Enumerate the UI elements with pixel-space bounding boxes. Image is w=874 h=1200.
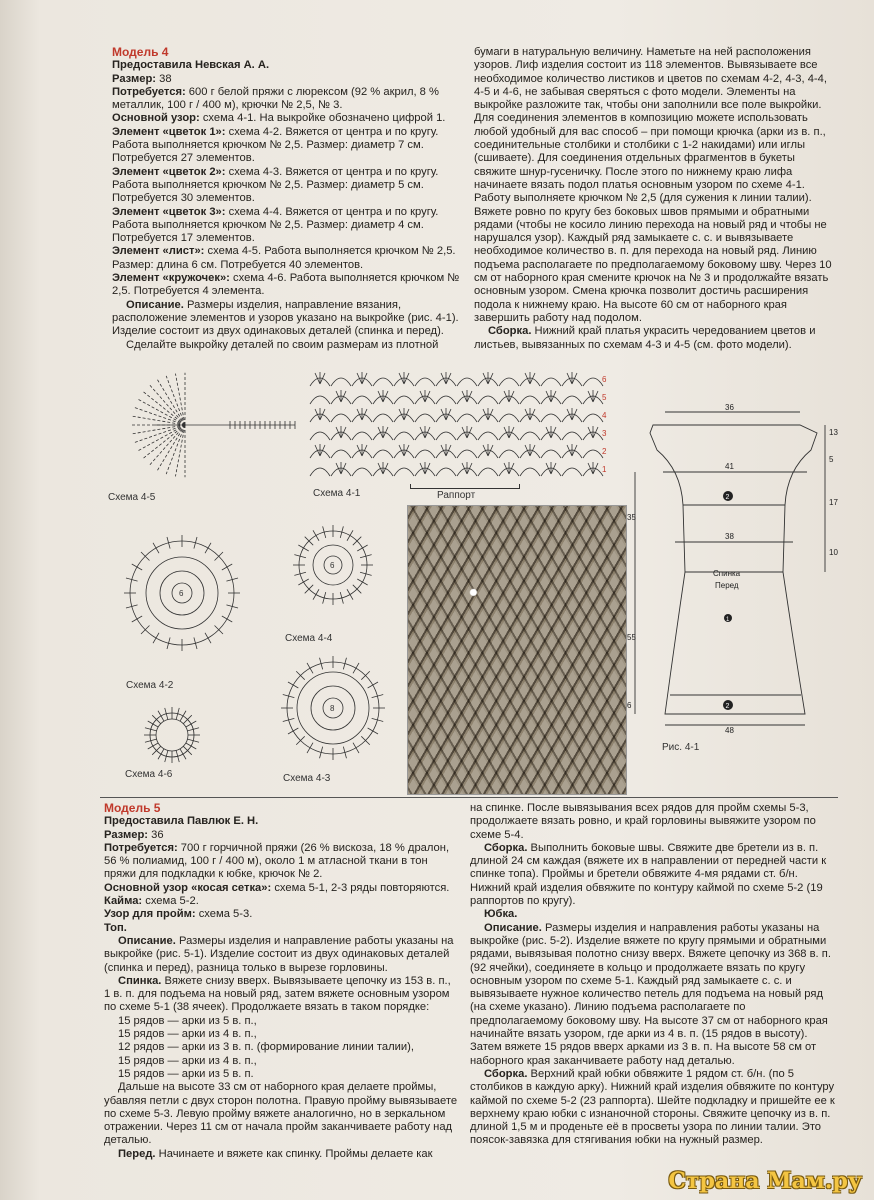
- model5-title: Модель 5: [104, 801, 161, 815]
- model5-right-column: [470, 802, 836, 1148]
- scheme-4-1-label: Схема 4-1: [313, 488, 361, 499]
- scheme-4-6-label: Схема 4-6: [125, 769, 173, 780]
- scheme-4-6-diagram: [135, 703, 210, 768]
- back-label: Спинка: [713, 569, 741, 578]
- model4-right-text: бумаги в натуральную величину. Наметьте на ней расположения узоров. Лиф изделия состоит из 118 элементов. Вывязываете все необходимое количество листиков и цветов по схемам 4-2, 4-3, 4-4, 4-5 и 4-6, не забывая сверяться с фото модели. Элементы на выкройке разложите так, чтобы они заполнили все поле выкройки. Для соединения элементов в композицию можете использовать любой удобный для вас способ – при помощи крючка (арки из в. п., соединительные столбики и столбики с 1-2 накидами) или иглы (сшиваете). Для соединения отдельных фрагментов в букеты свяжите шнур-гусеничку. После этого по нижнему краю лифа начинаете вязать подол платья основным узором по схеме 4-1. Работу выполняете крючком № 2,5 (для сужения к линии талии). Вяжете ровно по кругу без боковых швов прямыми и обратными рядами (чтобы не косило линию перехода на новый ряд и чтобы не нарушался узор). Каждый ряд замыкаете с. с. и вывязываете необходимое количество в. п. для перехода на новый ряд. Линию подъема располагаете по предполагаемому боковому шву. Через 10 см от наборного края смените крючок на № 3 и продолжайте вязать основным узором. Смена крючка позволит достичь расширения подола к нижнему краю. На высоте 60 см от наборного края завершить работу над подолом.: [474, 46, 832, 324]
- dim-hip: 38: [725, 532, 734, 541]
- dim-r10: 10: [829, 548, 838, 557]
- center-mark: 8: [330, 704, 335, 713]
- model4-size: Размер: 38: [112, 72, 172, 85]
- model5-right-text: на спинке. После вывязывания всех рядов для пройм схемы 5-3, продолжаете вязать ровно, и край горловины вывяжите узором по схеме 5-4.: [470, 802, 816, 841]
- row-number: 4: [602, 411, 607, 420]
- dim-h-hem: 6: [627, 701, 632, 710]
- model4-right-column: [474, 46, 838, 352]
- model4-flower2: Элемент «цветок 2»: схема 4-3. Вяжется от центра и по кругу. Работа выполняется крючком № 2,5. Размер: диаметр 5 см. Потребуется 30 элементов.: [112, 165, 439, 205]
- figure-4-1-label: Рис. 4-1: [662, 742, 700, 753]
- site-watermark: Страна Мам.ру: [668, 1168, 862, 1194]
- marker-2b: 2: [725, 703, 730, 710]
- scheme-4-5-diagram: [100, 355, 300, 490]
- model4-lace: Элемент «кружочек»: схема 4-6. Работа выполняется крючком № 2,5. Потребуется 4 элемента.: [112, 272, 460, 298]
- scheme-4-3-diagram: [268, 650, 398, 770]
- model5-row-4: 15 рядов — арки из 4 в. п.,: [118, 1054, 257, 1067]
- model5-materials: Потребуется: 700 г горчичной пряжи (26 % вискоза, 18 % дралон, 56 % полиамид, 100 г / 400 м), около 1 м атласной ткани в тон пряжи для подкладки к юбке, крючок № 2.: [104, 841, 450, 881]
- dim-bottom: 48: [725, 726, 734, 735]
- model5-row-5: 15 рядов — арки из 5 в. п.: [118, 1067, 254, 1080]
- model5-row-1: 15 рядов — арки из 5 в. п.,: [118, 1014, 257, 1027]
- dim-top: 36: [725, 403, 734, 412]
- model4-flower1: Элемент «цветок 1»: схема 4-2. Вяжется от центра и по кругу. Работа выполняется крючком № 2,5. Размер: диаметр 7 см. Потребуется 27 элементов.: [112, 125, 439, 165]
- model4-description: Описание. Размеры изделия, направление вязания, расположение элементов и узоров указано на выкройке (рис. 4-1). Изделие состоит из двух одинаковых деталей (спинка и перед).: [112, 298, 459, 338]
- row-number: 6: [602, 375, 607, 384]
- model5-left-column: [104, 802, 460, 1161]
- scheme-4-2-label: Схема 4-2: [126, 680, 174, 691]
- dim-h-skirt: 55: [627, 633, 636, 642]
- dim-h-total: 35: [627, 513, 636, 522]
- model5-skirt-description: Описание. Размеры изделия и направления работы указаны на выкройке (рис. 5-2). Изделие вяжете по кругу прямыми и обратными рядами, вывязывая полотно снизу вверх. Вяжете цепочку из 368 в. п. (92 ячейки), соединяете в кольцо и продолжаете вязать по кругу основным узором по схеме 5-1. Каждый ряд замыкаете с. с. и вывязываете нужное количество петель для подъема на новый ряд (на схеме указано). Линию подъема располагаете по предполагаемому боковому шву. На высоте 37 см от наборного края начинайте вязать узором, где арки из 4 в. п. (15 рядов в высоту). Затем вяжете 15 рядов вверх арками из 3 в. п. На высоте 58 см от наборного края заканчиваете работу над деталью.: [470, 921, 831, 1067]
- model5-row-3: 12 рядов — арки из 3 в. п. (формирование линии талии),: [118, 1041, 414, 1054]
- model5-size: Размер: 36: [104, 828, 164, 841]
- rapport-label: Раппорт: [437, 490, 476, 501]
- model4-provider: Предоставила Невская А. А.: [112, 59, 270, 72]
- scheme-4-4-diagram: [278, 510, 388, 628]
- model4-left-column: [112, 46, 466, 352]
- scheme-4-5-label: Схема 4-5: [108, 492, 156, 503]
- row-number: 5: [602, 393, 607, 402]
- dim-r5: 5: [829, 455, 834, 464]
- dim-waist-top: 41: [725, 462, 734, 471]
- row-number: 2: [602, 447, 607, 456]
- model5-top-heading: Топ.: [104, 921, 127, 934]
- front-label: Перед: [715, 581, 739, 590]
- model5-provider: Предоставила Павлюк Е. Н.: [104, 815, 259, 828]
- lace-pattern-photo: [407, 505, 627, 795]
- model5-back-2: Дальше на высоте 33 см от наборного края делаете проймы, убавляя петли с двух сторон полотна. Правую пройму вывязываете по схеме 5-3. Левую пройму вяжете аналогично, но в зеркальном отражении. Через 11 см от начала пройм заканчиваете работу над деталью.: [104, 1081, 458, 1147]
- model4-title: Модель 4: [112, 45, 169, 59]
- scheme-4-4-label: Схема 4-4: [285, 633, 333, 644]
- figure-4-1-dress-pattern: [625, 400, 840, 745]
- model4-pattern: Основной узор: схема 4-1. На выкройке обозначено цифрой 1.: [112, 112, 446, 125]
- model4-flower3: Элемент «цветок 3»: схема 4-4. Вяжется от центра и по кругу. Работа выполняется крючком № 2,5. Размер: диаметр 4 см. Потребуется 17 элементов.: [112, 205, 439, 245]
- model5-pattern: Основной узор «косая сетка»: схема 5-1, 2-3 ряды повторяются.: [104, 881, 450, 894]
- model5-skirt-assembly: Сборка. Верхний край юбки обвяжите 1 рядом ст. б/н. (по 5 столбиков в каждую арку). Нижний край изделия обвяжите по контуру каймой по схеме 5-2 (23 раппорта). Шейте подкладку и пришейте ее к верхнему краю юбки с изнаночной стороны. Свяжите цепочку из в. п. длиной 1,5 м и проденьте её в просветы узора по линии талии. Это поясок-завязка для стягивания юбки на нужный размер.: [470, 1067, 835, 1147]
- model4-materials: Потребуется: 600 г белой пряжи с люрексом (92 % акрил, 8 % металлик, 100 г / 400 м), крючки № 2,5, № 3.: [112, 85, 439, 112]
- model5-skirt-heading: Юбка.: [484, 908, 518, 921]
- center-mark: 6: [330, 561, 335, 570]
- model5-armhole: Узор для пройм: схема 5-3.: [104, 908, 253, 921]
- scheme-4-1-diagram: [302, 360, 612, 485]
- model5-top-assembly: Сборка. Выполнить боковые швы. Свяжите две бретели из в. п. длиной 24 см каждая (вяжете их в направлении от передней части к спинке топа). Проймы и бретели обвяжите 4-мя рядами ст. б/н. Нижний край изделия обвяжите по контуру каймой по схеме 5-2 (19 раппортов по кругу).: [470, 841, 827, 908]
- model4-description-2: Сделайте выкройку деталей по своим размерам из плотной: [126, 338, 439, 351]
- model5-edge: Кайма: схема 5-2.: [104, 895, 199, 908]
- scheme-4-2-diagram: [112, 505, 252, 675]
- model4-assembly: Сборка. Нижний край платья украсить чередованием цветов и листьев, вывязанных по схемам 4-3 и 4-5 (см. фото модели).: [474, 325, 816, 351]
- model5-description: Описание. Размеры изделия и направление работы указаны на выкройке (рис. 5-1). Изделие состоит из двух одинаковых деталей (спинка и перед), разница только в вырезе горловины.: [104, 934, 454, 974]
- model5-front: Перед. Начинаете и вяжете как спинку. Проймы делаете как: [118, 1147, 433, 1160]
- dim-r17: 17: [829, 498, 838, 507]
- center-mark: 6: [179, 589, 184, 598]
- marker-2a: 2: [725, 494, 730, 501]
- scheme-4-3-label: Схема 4-3: [283, 773, 331, 784]
- model5-row-2: 15 рядов — арки из 4 в. п.,: [118, 1028, 257, 1041]
- rapport-bracket: [410, 484, 520, 489]
- marker-1: 1: [726, 617, 730, 623]
- section-divider: [100, 797, 838, 798]
- model5-back: Спинка. Вяжете снизу вверх. Вывязываете цепочку из 153 в. п., 1 в. п. для подъема на новый ряд, затем вяжете основным узором по схеме 5-1 (38 ячеек). Продолжаете вязать в таком порядке:: [104, 974, 451, 1014]
- model4-leaf: Элемент «лист»: схема 4-5. Работа выполняется крючком № 2,5. Размер: длина 6 см. Потребуется 40 элементов.: [112, 245, 456, 271]
- row-number: 3: [602, 429, 607, 438]
- dim-r13: 13: [829, 428, 838, 437]
- row-number: 1: [602, 465, 607, 474]
